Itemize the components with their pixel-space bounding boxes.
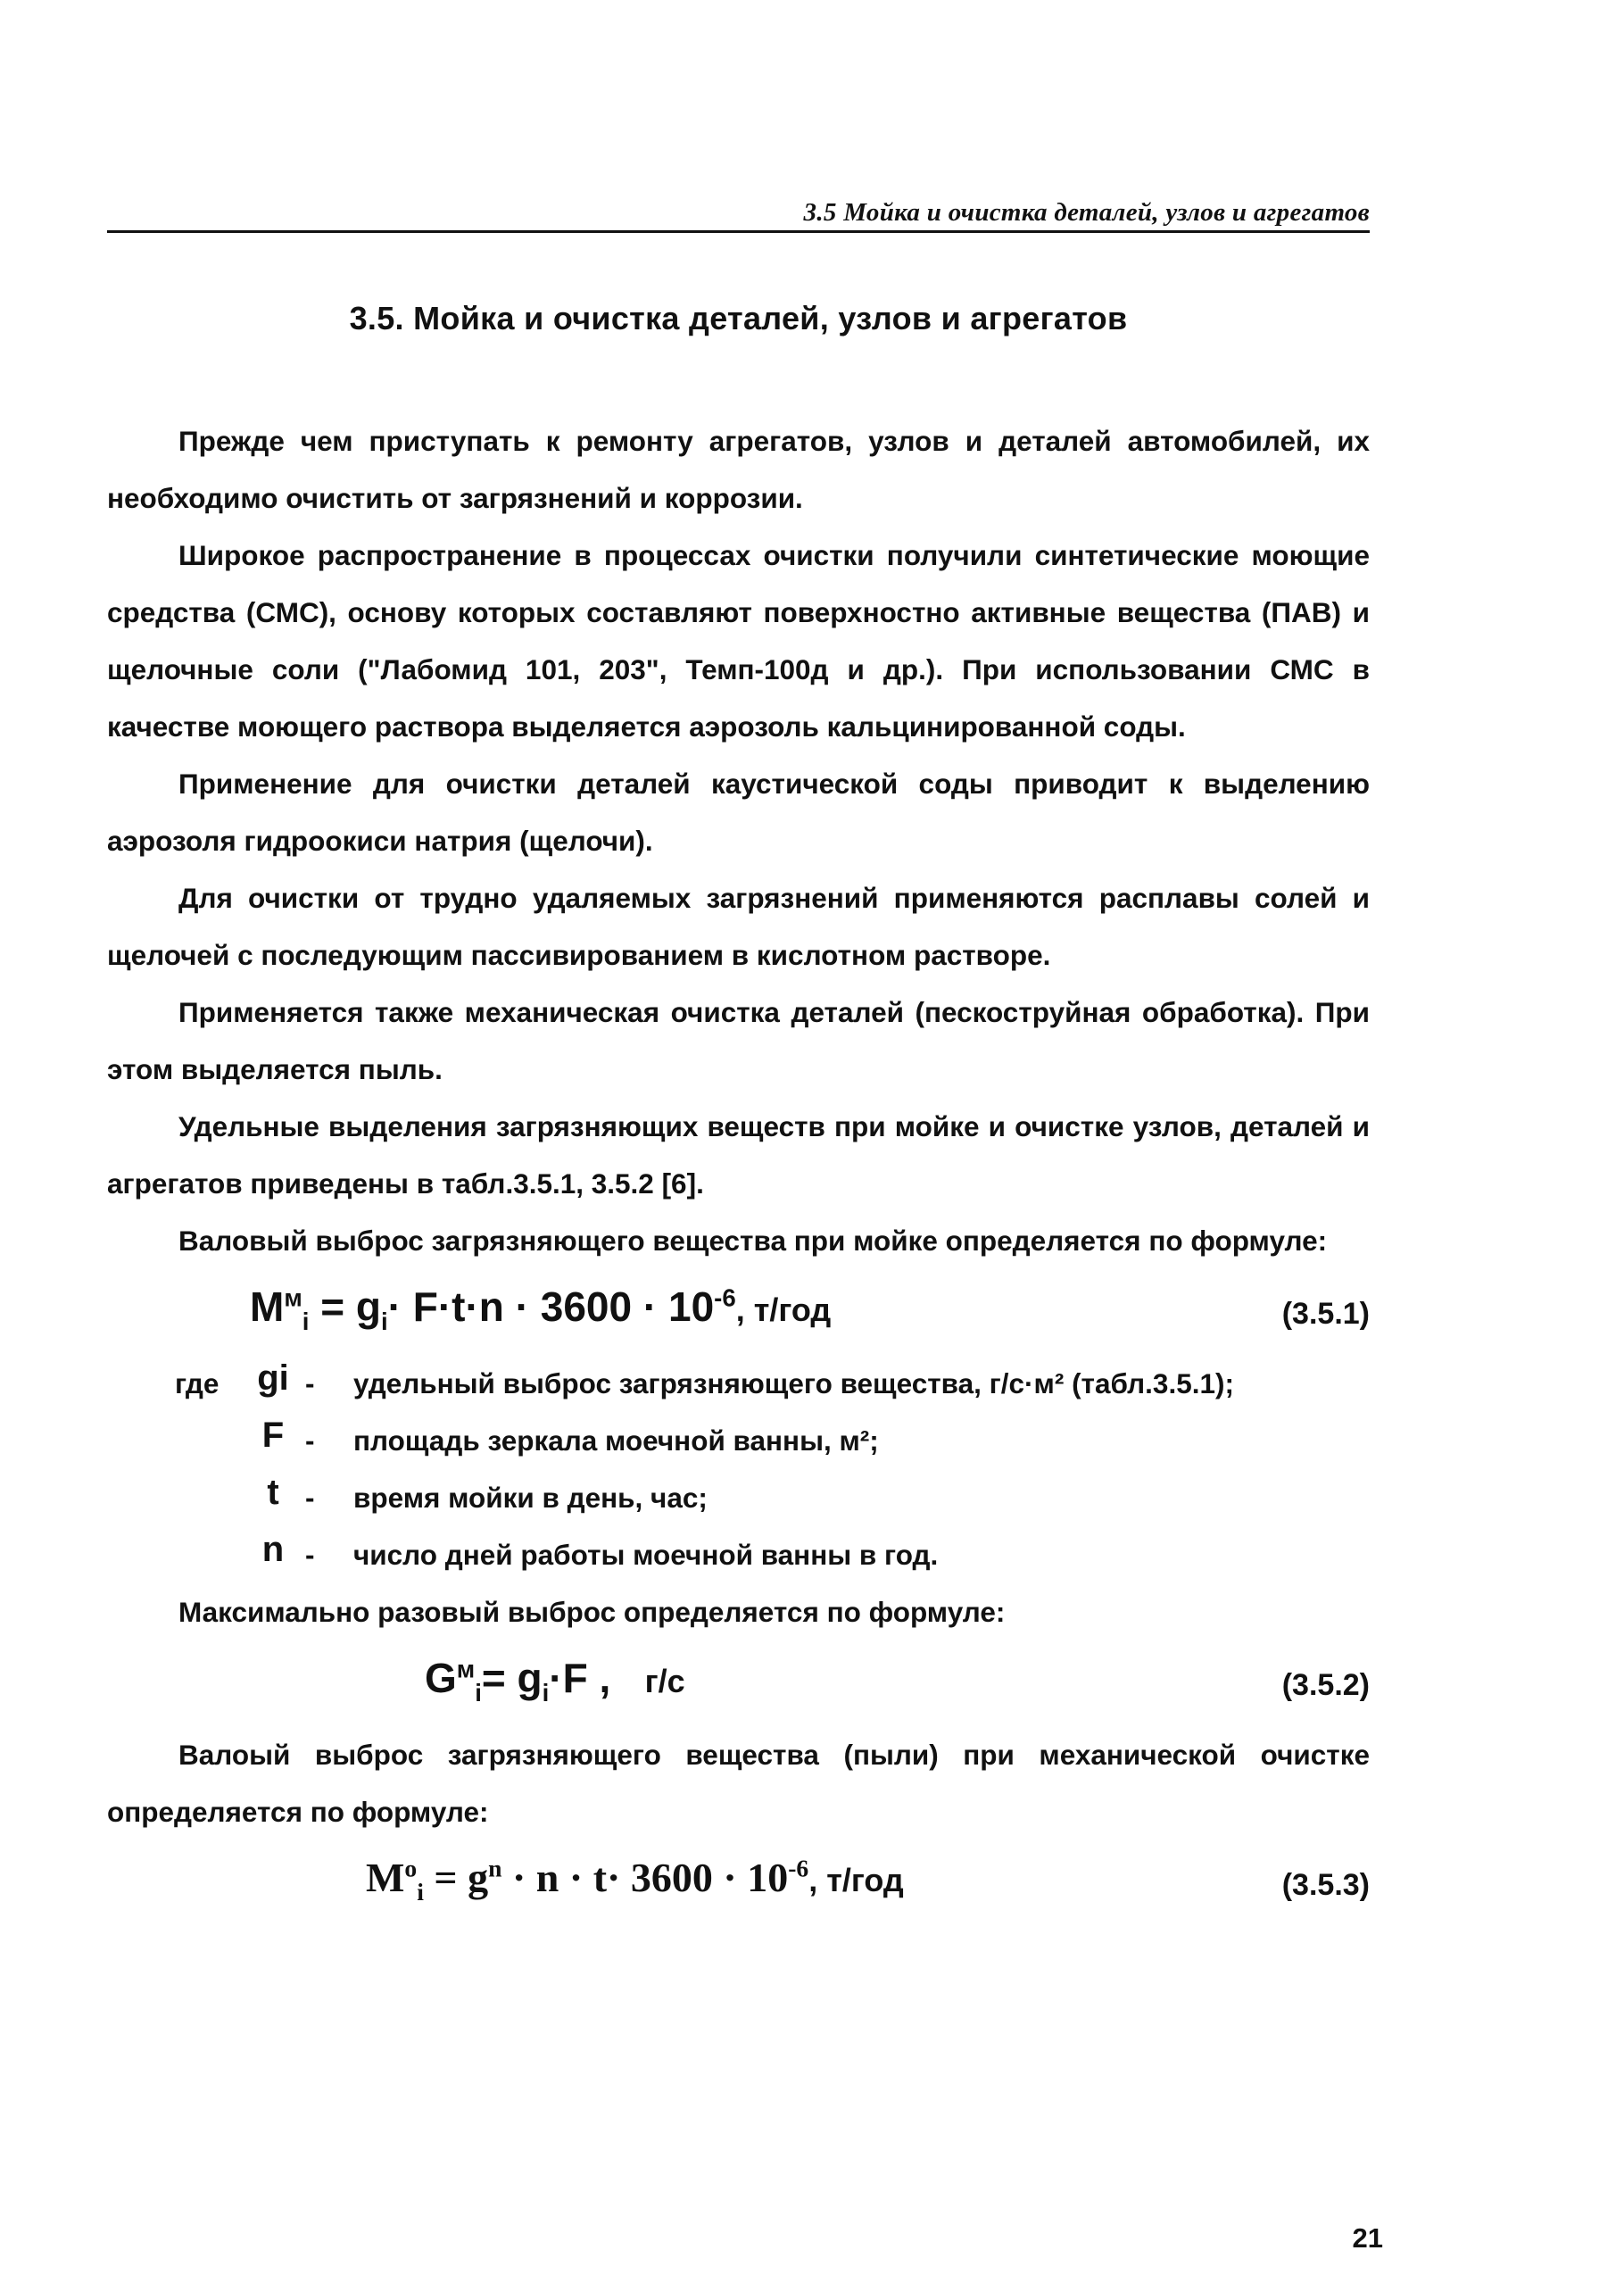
header-rule (107, 230, 1370, 233)
paragraph-4: Для очистки от трудно удаляемых загрязнений применяются расплавы солей и щелочей с последующим пассивированием в кислотном растворе. (107, 882, 1370, 971)
where-description: число дней работы моечной ванны в год. (353, 1539, 939, 1571)
where-label: где (175, 1367, 220, 1399)
where-description: удельный выброс загрязняющего вещества, г/с·м² (табл.3.5.1); (353, 1367, 1234, 1399)
formula-3-5-2 (107, 1649, 1370, 1721)
paragraph-6: Удельные выделения загрязняющих веществ при мойке и очистке узлов, деталей и агрегатов приведены в табл.3.5.1, 3.5.2 [6]. (107, 1110, 1370, 1200)
where-item (107, 1469, 1370, 1526)
paragraph-3: Применение для очистки деталей каустической соды приводит к выделению аэрозоля гидроокиси натрия (щелочи). (107, 768, 1370, 857)
formula-number: (3.5.2) (1281, 1668, 1370, 1702)
where-item (107, 1526, 1370, 1583)
where-item (107, 1412, 1370, 1469)
where-symbol: t (267, 1473, 279, 1512)
paragraph-max: Максимально разовый выброс определяется по формуле: (178, 1596, 1006, 1628)
formula-3-5-3 (107, 1849, 1370, 1921)
paragraph-5: Применяется также механическая очистка деталей (пескоструйная обработка). При этом выделяется пыль. (107, 996, 1370, 1085)
formula-expression: $M^м_i = g_i\cdot F\cdot t\cdot n \cdot 3600 \cdot 10^{-6}$, т/год (250, 1283, 832, 1336)
body-text (107, 412, 1370, 1926)
paragraph-2: Широкое распространение в процессах очистки получили синтетические моющие средства (СМС), основу которых составляют поверхностно активные вещества (ПАВ) и щелочные соли ("Лабомид 101, 203", Темп-100д и др.). При использовании СМС в качестве моющего раствора выделяется аэрозоль кальцинированной соды. (107, 539, 1370, 743)
where-symbol: n (261, 1530, 285, 1569)
formula-number: (3.5.1) (1281, 1297, 1370, 1331)
formula-expression: $M^о_i = g^n \cdot n \cdot t\cdot 3600 \cdot 10^{-6}$, т/год (366, 1854, 904, 1906)
where-symbol: F (261, 1416, 285, 1455)
where-dash: - (305, 1424, 315, 1457)
where-symbol: gi (257, 1358, 289, 1398)
formula-3-5-1 (107, 1278, 1370, 1349)
section-title: 3.5. Мойка и очистка деталей, узлов и агрегатов (349, 300, 1128, 336)
formula-number: (3.5.3) (1281, 1868, 1370, 1902)
running-head: 3.5 Мойка и очистка деталей, узлов и агрегатов (803, 198, 1370, 227)
where-dash: - (305, 1367, 315, 1399)
where-dash: - (305, 1539, 315, 1571)
paragraph-1: Прежде чем приступать к ремонту агрегатов, узлов и деталей автомобилей, их необходимо очистить от загрязнений и коррозии. (107, 425, 1370, 514)
formula-expression: $G^м_i= g_i\cdot F$ , г/с (425, 1655, 685, 1707)
paragraph-7: Валовый выброс загрязняющего вещества при мойке определяется по формуле: (178, 1225, 1328, 1257)
where-item (107, 1355, 1370, 1412)
where-description: время мойки в день, час; (353, 1482, 708, 1514)
paragraph-mech: Валоый выброс загрязняющего вещества (пыли) при механической очистке определяется по формуле: (107, 1739, 1370, 1828)
where-dash: - (305, 1482, 315, 1514)
page-number: 21 (1352, 2222, 1383, 2254)
where-description: площадь зеркала моечной ванны, м²; (353, 1424, 879, 1457)
